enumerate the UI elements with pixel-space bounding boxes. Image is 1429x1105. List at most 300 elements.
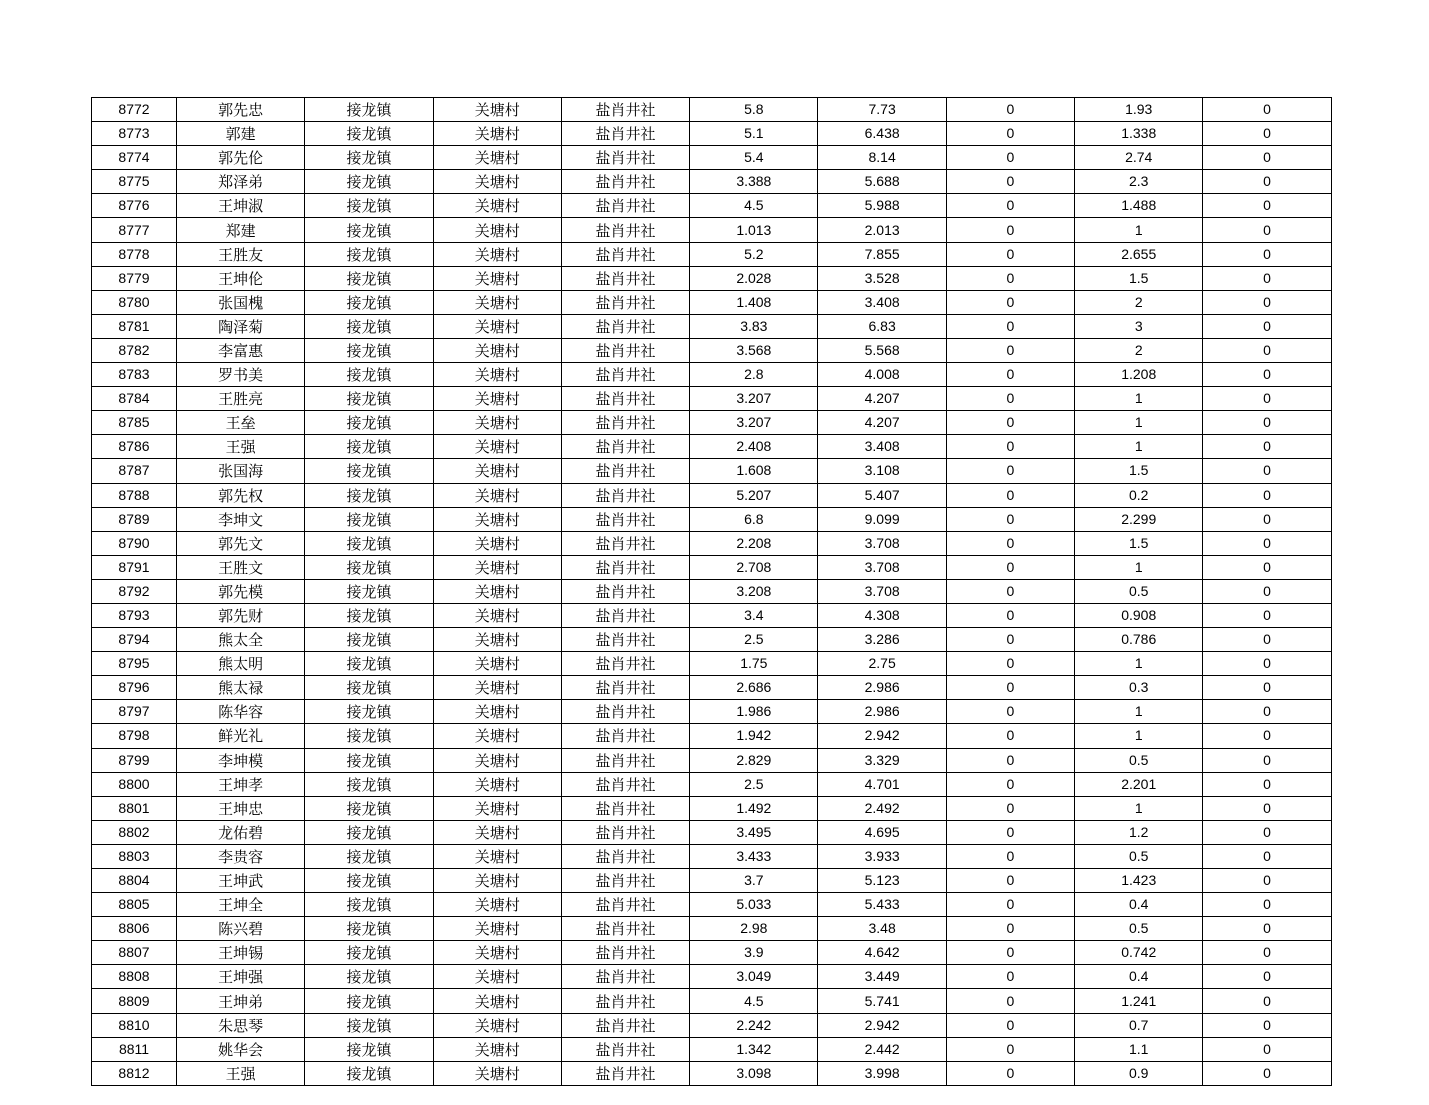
cell-village: 关塘村 xyxy=(433,603,561,627)
cell-village: 关塘村 xyxy=(433,218,561,242)
cell-id: 8802 xyxy=(92,820,177,844)
cell-group: 盐肖井社 xyxy=(561,242,689,266)
cell-value-1: 5.4 xyxy=(690,146,818,170)
cell-id: 8782 xyxy=(92,338,177,362)
cell-group: 盐肖井社 xyxy=(561,194,689,218)
cell-group: 盐肖井社 xyxy=(561,628,689,652)
cell-name: 郭先模 xyxy=(177,579,305,603)
cell-value-1: 3.7 xyxy=(690,869,818,893)
cell-town: 接龙镇 xyxy=(305,1037,433,1061)
cell-value-1: 3.495 xyxy=(690,820,818,844)
cell-value-4: 0.9 xyxy=(1075,1061,1203,1085)
cell-village: 关塘村 xyxy=(433,146,561,170)
cell-value-2: 2.942 xyxy=(818,724,946,748)
cell-value-4: 1.208 xyxy=(1075,363,1203,387)
cell-value-2: 3.708 xyxy=(818,555,946,579)
cell-name: 郑建 xyxy=(177,218,305,242)
cell-town: 接龙镇 xyxy=(305,989,433,1013)
cell-village: 关塘村 xyxy=(433,965,561,989)
table-row xyxy=(92,941,1332,965)
cell-value-2: 3.449 xyxy=(818,965,946,989)
cell-value-4: 0.5 xyxy=(1075,917,1203,941)
table-row xyxy=(92,531,1332,555)
cell-value-2: 6.438 xyxy=(818,122,946,146)
cell-value-4: 0.908 xyxy=(1075,603,1203,627)
cell-id: 8790 xyxy=(92,531,177,555)
table-row xyxy=(92,676,1332,700)
cell-name: 熊太明 xyxy=(177,652,305,676)
cell-value-3: 0 xyxy=(946,676,1074,700)
cell-value-5: 0 xyxy=(1203,170,1331,194)
cell-town: 接龙镇 xyxy=(305,555,433,579)
cell-id: 8800 xyxy=(92,772,177,796)
cell-village: 关塘村 xyxy=(433,869,561,893)
cell-group: 盐肖井社 xyxy=(561,146,689,170)
cell-value-1: 1.408 xyxy=(690,290,818,314)
cell-value-2: 3.48 xyxy=(818,917,946,941)
cell-group: 盐肖井社 xyxy=(561,387,689,411)
cell-value-2: 2.442 xyxy=(818,1037,946,1061)
cell-town: 接龙镇 xyxy=(305,869,433,893)
cell-name: 郭先忠 xyxy=(177,98,305,122)
cell-group: 盐肖井社 xyxy=(561,459,689,483)
cell-town: 接龙镇 xyxy=(305,266,433,290)
cell-value-2: 3.408 xyxy=(818,435,946,459)
table-row xyxy=(92,387,1332,411)
cell-value-1: 5.207 xyxy=(690,483,818,507)
cell-value-3: 0 xyxy=(946,170,1074,194)
cell-value-3: 0 xyxy=(946,917,1074,941)
cell-value-1: 3.9 xyxy=(690,941,818,965)
table-row xyxy=(92,603,1332,627)
cell-group: 盐肖井社 xyxy=(561,1037,689,1061)
cell-id: 8795 xyxy=(92,652,177,676)
cell-value-3: 0 xyxy=(946,435,1074,459)
cell-town: 接龙镇 xyxy=(305,772,433,796)
cell-value-4: 1 xyxy=(1075,218,1203,242)
cell-name: 郭先财 xyxy=(177,603,305,627)
cell-village: 关塘村 xyxy=(433,796,561,820)
cell-value-3: 0 xyxy=(946,338,1074,362)
cell-value-3: 0 xyxy=(946,363,1074,387)
cell-town: 接龙镇 xyxy=(305,676,433,700)
cell-value-4: 0.742 xyxy=(1075,941,1203,965)
cell-id: 8812 xyxy=(92,1061,177,1085)
cell-village: 关塘村 xyxy=(433,338,561,362)
cell-name: 王坤全 xyxy=(177,893,305,917)
table-row xyxy=(92,1037,1332,1061)
cell-town: 接龙镇 xyxy=(305,170,433,194)
cell-value-5: 0 xyxy=(1203,941,1331,965)
cell-value-5: 0 xyxy=(1203,531,1331,555)
cell-value-2: 3.286 xyxy=(818,628,946,652)
cell-name: 王坤强 xyxy=(177,965,305,989)
cell-value-3: 0 xyxy=(946,844,1074,868)
cell-group: 盐肖井社 xyxy=(561,363,689,387)
cell-id: 8786 xyxy=(92,435,177,459)
cell-value-3: 0 xyxy=(946,772,1074,796)
cell-value-5: 0 xyxy=(1203,507,1331,531)
table-row xyxy=(92,459,1332,483)
cell-name: 王坤孝 xyxy=(177,772,305,796)
cell-id: 8784 xyxy=(92,387,177,411)
cell-value-3: 0 xyxy=(946,869,1074,893)
cell-value-4: 0.5 xyxy=(1075,579,1203,603)
table-row xyxy=(92,652,1332,676)
cell-name: 王胜文 xyxy=(177,555,305,579)
table-row xyxy=(92,579,1332,603)
cell-id: 8781 xyxy=(92,314,177,338)
cell-group: 盐肖井社 xyxy=(561,1061,689,1085)
cell-value-4: 3 xyxy=(1075,314,1203,338)
cell-value-5: 0 xyxy=(1203,98,1331,122)
cell-id: 8804 xyxy=(92,869,177,893)
table-row xyxy=(92,290,1332,314)
cell-value-3: 0 xyxy=(946,314,1074,338)
cell-id: 8773 xyxy=(92,122,177,146)
cell-village: 关塘村 xyxy=(433,435,561,459)
cell-town: 接龙镇 xyxy=(305,748,433,772)
cell-value-2: 5.568 xyxy=(818,338,946,362)
cell-name: 陈华容 xyxy=(177,700,305,724)
cell-name: 王坤锡 xyxy=(177,941,305,965)
table-row xyxy=(92,483,1332,507)
cell-name: 陈兴碧 xyxy=(177,917,305,941)
cell-value-4: 1.423 xyxy=(1075,869,1203,893)
cell-name: 李坤模 xyxy=(177,748,305,772)
cell-value-4: 1 xyxy=(1075,652,1203,676)
cell-value-4: 1.1 xyxy=(1075,1037,1203,1061)
cell-value-2: 4.207 xyxy=(818,411,946,435)
cell-id: 8774 xyxy=(92,146,177,170)
table-row xyxy=(92,748,1332,772)
cell-id: 8798 xyxy=(92,724,177,748)
cell-group: 盐肖井社 xyxy=(561,700,689,724)
cell-value-2: 4.695 xyxy=(818,820,946,844)
cell-id: 8775 xyxy=(92,170,177,194)
cell-value-5: 0 xyxy=(1203,772,1331,796)
cell-group: 盐肖井社 xyxy=(561,435,689,459)
table-row xyxy=(92,1061,1332,1085)
cell-value-3: 0 xyxy=(946,242,1074,266)
cell-town: 接龙镇 xyxy=(305,146,433,170)
cell-value-2: 4.308 xyxy=(818,603,946,627)
cell-value-4: 1.5 xyxy=(1075,266,1203,290)
cell-village: 关塘村 xyxy=(433,459,561,483)
cell-group: 盐肖井社 xyxy=(561,314,689,338)
cell-value-1: 5.2 xyxy=(690,242,818,266)
cell-value-4: 1.338 xyxy=(1075,122,1203,146)
cell-id: 8785 xyxy=(92,411,177,435)
cell-town: 接龙镇 xyxy=(305,98,433,122)
cell-name: 陶泽菊 xyxy=(177,314,305,338)
cell-town: 接龙镇 xyxy=(305,459,433,483)
cell-name: 熊太全 xyxy=(177,628,305,652)
table-row xyxy=(92,700,1332,724)
cell-value-4: 1 xyxy=(1075,724,1203,748)
cell-value-3: 0 xyxy=(946,796,1074,820)
cell-value-2: 5.688 xyxy=(818,170,946,194)
cell-value-5: 0 xyxy=(1203,146,1331,170)
cell-town: 接龙镇 xyxy=(305,122,433,146)
cell-value-3: 0 xyxy=(946,555,1074,579)
cell-id: 8808 xyxy=(92,965,177,989)
cell-value-1: 2.686 xyxy=(690,676,818,700)
cell-value-3: 0 xyxy=(946,820,1074,844)
cell-group: 盐肖井社 xyxy=(561,483,689,507)
cell-value-2: 3.708 xyxy=(818,579,946,603)
cell-town: 接龙镇 xyxy=(305,917,433,941)
cell-id: 8803 xyxy=(92,844,177,868)
cell-value-3: 0 xyxy=(946,483,1074,507)
cell-value-5: 0 xyxy=(1203,748,1331,772)
table-row xyxy=(92,411,1332,435)
cell-id: 8788 xyxy=(92,483,177,507)
cell-value-5: 0 xyxy=(1203,338,1331,362)
cell-value-5: 0 xyxy=(1203,869,1331,893)
cell-value-5: 0 xyxy=(1203,844,1331,868)
cell-id: 8779 xyxy=(92,266,177,290)
cell-value-1: 1.75 xyxy=(690,652,818,676)
cell-value-3: 0 xyxy=(946,941,1074,965)
cell-group: 盐肖井社 xyxy=(561,869,689,893)
cell-id: 8776 xyxy=(92,194,177,218)
cell-name: 王胜友 xyxy=(177,242,305,266)
cell-value-1: 1.342 xyxy=(690,1037,818,1061)
cell-village: 关塘村 xyxy=(433,387,561,411)
cell-value-3: 0 xyxy=(946,266,1074,290)
cell-value-4: 1 xyxy=(1075,411,1203,435)
cell-value-3: 0 xyxy=(946,122,1074,146)
cell-value-2: 2.942 xyxy=(818,1013,946,1037)
cell-village: 关塘村 xyxy=(433,194,561,218)
cell-village: 关塘村 xyxy=(433,122,561,146)
cell-value-2: 5.407 xyxy=(818,483,946,507)
cell-village: 关塘村 xyxy=(433,917,561,941)
cell-value-5: 0 xyxy=(1203,700,1331,724)
cell-value-4: 1.2 xyxy=(1075,820,1203,844)
table-row xyxy=(92,724,1332,748)
cell-value-2: 7.855 xyxy=(818,242,946,266)
cell-value-1: 3.83 xyxy=(690,314,818,338)
cell-value-1: 3.207 xyxy=(690,387,818,411)
cell-name: 罗书美 xyxy=(177,363,305,387)
cell-group: 盐肖井社 xyxy=(561,98,689,122)
cell-value-2: 9.099 xyxy=(818,507,946,531)
cell-name: 郑泽弟 xyxy=(177,170,305,194)
cell-value-4: 1 xyxy=(1075,700,1203,724)
cell-value-1: 5.1 xyxy=(690,122,818,146)
cell-id: 8780 xyxy=(92,290,177,314)
cell-town: 接龙镇 xyxy=(305,363,433,387)
cell-value-4: 2.201 xyxy=(1075,772,1203,796)
cell-town: 接龙镇 xyxy=(305,724,433,748)
cell-name: 朱思琴 xyxy=(177,1013,305,1037)
cell-group: 盐肖井社 xyxy=(561,772,689,796)
cell-value-3: 0 xyxy=(946,98,1074,122)
cell-value-2: 3.108 xyxy=(818,459,946,483)
cell-value-3: 0 xyxy=(946,146,1074,170)
cell-town: 接龙镇 xyxy=(305,242,433,266)
cell-value-4: 2.299 xyxy=(1075,507,1203,531)
cell-value-3: 0 xyxy=(946,700,1074,724)
cell-group: 盐肖井社 xyxy=(561,507,689,531)
cell-value-3: 0 xyxy=(946,507,1074,531)
cell-name: 李贵容 xyxy=(177,844,305,868)
cell-village: 关塘村 xyxy=(433,266,561,290)
cell-value-5: 0 xyxy=(1203,917,1331,941)
cell-id: 8787 xyxy=(92,459,177,483)
cell-group: 盐肖井社 xyxy=(561,122,689,146)
table-row xyxy=(92,893,1332,917)
cell-value-1: 1.492 xyxy=(690,796,818,820)
cell-value-1: 2.8 xyxy=(690,363,818,387)
table-row xyxy=(92,266,1332,290)
cell-name: 王坤忠 xyxy=(177,796,305,820)
table-row xyxy=(92,965,1332,989)
cell-name: 王坤武 xyxy=(177,869,305,893)
cell-group: 盐肖井社 xyxy=(561,1013,689,1037)
cell-value-2: 2.492 xyxy=(818,796,946,820)
cell-value-4: 1 xyxy=(1075,555,1203,579)
cell-value-1: 3.4 xyxy=(690,603,818,627)
cell-value-5: 0 xyxy=(1203,579,1331,603)
cell-value-1: 2.5 xyxy=(690,772,818,796)
cell-group: 盐肖井社 xyxy=(561,796,689,820)
cell-town: 接龙镇 xyxy=(305,435,433,459)
cell-group: 盐肖井社 xyxy=(561,676,689,700)
cell-value-3: 0 xyxy=(946,1037,1074,1061)
cell-value-5: 0 xyxy=(1203,724,1331,748)
cell-town: 接龙镇 xyxy=(305,387,433,411)
cell-value-3: 0 xyxy=(946,194,1074,218)
cell-group: 盐肖井社 xyxy=(561,941,689,965)
cell-value-5: 0 xyxy=(1203,363,1331,387)
cell-name: 王坤弟 xyxy=(177,989,305,1013)
cell-value-2: 6.83 xyxy=(818,314,946,338)
cell-town: 接龙镇 xyxy=(305,1061,433,1085)
cell-group: 盐肖井社 xyxy=(561,724,689,748)
cell-group: 盐肖井社 xyxy=(561,844,689,868)
cell-id: 8805 xyxy=(92,893,177,917)
cell-id: 8794 xyxy=(92,628,177,652)
table-row xyxy=(92,98,1332,122)
cell-group: 盐肖井社 xyxy=(561,820,689,844)
cell-value-4: 1.488 xyxy=(1075,194,1203,218)
cell-value-2: 3.408 xyxy=(818,290,946,314)
cell-value-5: 0 xyxy=(1203,242,1331,266)
cell-village: 关塘村 xyxy=(433,893,561,917)
table-row xyxy=(92,772,1332,796)
cell-value-5: 0 xyxy=(1203,1037,1331,1061)
cell-id: 8792 xyxy=(92,579,177,603)
cell-village: 关塘村 xyxy=(433,628,561,652)
cell-id: 8772 xyxy=(92,98,177,122)
cell-town: 接龙镇 xyxy=(305,893,433,917)
cell-village: 关塘村 xyxy=(433,555,561,579)
cell-value-2: 3.708 xyxy=(818,531,946,555)
table-row xyxy=(92,122,1332,146)
cell-value-5: 0 xyxy=(1203,411,1331,435)
cell-id: 8801 xyxy=(92,796,177,820)
cell-value-5: 0 xyxy=(1203,796,1331,820)
cell-name: 王强 xyxy=(177,435,305,459)
cell-value-2: 5.433 xyxy=(818,893,946,917)
cell-value-5: 0 xyxy=(1203,290,1331,314)
cell-town: 接龙镇 xyxy=(305,194,433,218)
cell-value-4: 0.786 xyxy=(1075,628,1203,652)
table-row xyxy=(92,820,1332,844)
table-row xyxy=(92,989,1332,1013)
cell-name: 熊太禄 xyxy=(177,676,305,700)
cell-value-1: 1.986 xyxy=(690,700,818,724)
cell-value-5: 0 xyxy=(1203,1061,1331,1085)
cell-village: 关塘村 xyxy=(433,531,561,555)
cell-name: 李坤文 xyxy=(177,507,305,531)
cell-value-1: 1.942 xyxy=(690,724,818,748)
cell-group: 盐肖井社 xyxy=(561,579,689,603)
cell-town: 接龙镇 xyxy=(305,700,433,724)
cell-value-5: 0 xyxy=(1203,965,1331,989)
cell-value-5: 0 xyxy=(1203,628,1331,652)
cell-value-5: 0 xyxy=(1203,483,1331,507)
cell-value-2: 3.528 xyxy=(818,266,946,290)
cell-value-5: 0 xyxy=(1203,676,1331,700)
cell-group: 盐肖井社 xyxy=(561,411,689,435)
cell-value-1: 2.98 xyxy=(690,917,818,941)
cell-value-4: 2 xyxy=(1075,290,1203,314)
cell-id: 8789 xyxy=(92,507,177,531)
cell-value-3: 0 xyxy=(946,603,1074,627)
cell-town: 接龙镇 xyxy=(305,579,433,603)
cell-name: 郭建 xyxy=(177,122,305,146)
cell-village: 关塘村 xyxy=(433,170,561,194)
cell-value-1: 3.049 xyxy=(690,965,818,989)
table-row xyxy=(92,869,1332,893)
cell-village: 关塘村 xyxy=(433,700,561,724)
cell-value-4: 1 xyxy=(1075,387,1203,411)
cell-name: 郭先权 xyxy=(177,483,305,507)
cell-group: 盐肖井社 xyxy=(561,170,689,194)
cell-village: 关塘村 xyxy=(433,1037,561,1061)
cell-town: 接龙镇 xyxy=(305,338,433,362)
table-row xyxy=(92,363,1332,387)
cell-town: 接龙镇 xyxy=(305,844,433,868)
cell-value-4: 0.5 xyxy=(1075,748,1203,772)
cell-value-5: 0 xyxy=(1203,122,1331,146)
cell-name: 王垒 xyxy=(177,411,305,435)
cell-village: 关塘村 xyxy=(433,1061,561,1085)
table-row xyxy=(92,194,1332,218)
cell-village: 关塘村 xyxy=(433,724,561,748)
cell-value-3: 0 xyxy=(946,531,1074,555)
cell-value-2: 5.988 xyxy=(818,194,946,218)
cell-value-5: 0 xyxy=(1203,555,1331,579)
cell-value-3: 0 xyxy=(946,989,1074,1013)
table-row xyxy=(92,917,1332,941)
cell-village: 关塘村 xyxy=(433,363,561,387)
table-row xyxy=(92,1013,1332,1037)
cell-value-1: 3.568 xyxy=(690,338,818,362)
cell-value-5: 0 xyxy=(1203,314,1331,338)
table-row xyxy=(92,242,1332,266)
cell-value-3: 0 xyxy=(946,579,1074,603)
cell-value-4: 0.3 xyxy=(1075,676,1203,700)
table-row xyxy=(92,314,1332,338)
cell-name: 郭先伦 xyxy=(177,146,305,170)
cell-village: 关塘村 xyxy=(433,748,561,772)
cell-value-3: 0 xyxy=(946,1013,1074,1037)
